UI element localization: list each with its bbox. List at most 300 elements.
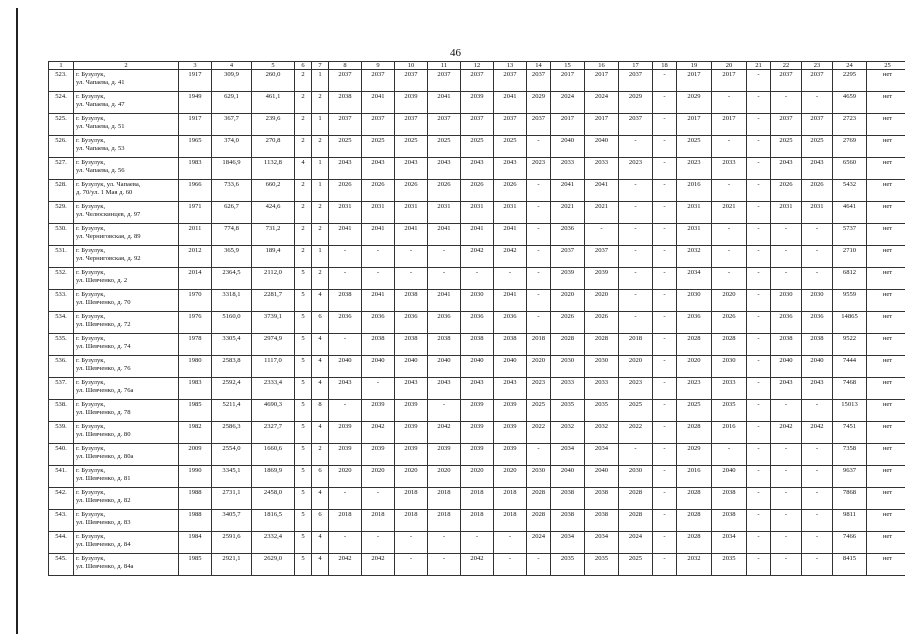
table-cell: - (494, 268, 527, 290)
table-cell: 2038 (712, 510, 747, 532)
table-cell: - (461, 268, 494, 290)
table-cell: 5 (295, 444, 312, 466)
table-cell: 2023 (677, 158, 712, 180)
table-cell: 2 (295, 224, 312, 246)
table-cell: 2041 (362, 92, 395, 114)
table-cell: 2018 (619, 334, 653, 356)
table-cell: 5 (295, 378, 312, 400)
table-cell: - (747, 532, 771, 554)
column-number-10: 10 (395, 62, 428, 70)
table-cell: 2020 (712, 290, 747, 312)
row-number-cell: 529. (49, 202, 74, 224)
address-cell: г. Бузулук, ул. Чапаева, д. 41 (74, 70, 179, 92)
table-cell: 2327,7 (252, 422, 295, 444)
table-cell: 2036 (802, 312, 833, 334)
table-cell: 2 (312, 92, 329, 114)
table-cell: 1132,8 (252, 158, 295, 180)
table-cell: 2036 (428, 312, 461, 334)
table-cell: 1816,5 (252, 510, 295, 532)
table-cell: 2 (295, 202, 312, 224)
table-cell: 2039 (551, 268, 585, 290)
table-cell: - (747, 488, 771, 510)
table-cell: 2017 (677, 70, 712, 92)
address-cell: г. Бузулук, ул. Чапаева, д. 56 (74, 158, 179, 180)
table-cell: 2025 (461, 136, 494, 158)
table-cell: 2025 (362, 136, 395, 158)
housing-repair-schedule-table (48, 61, 905, 576)
table-cell: 2039 (395, 422, 428, 444)
table-cell: 2039 (428, 444, 461, 466)
table-cell: - (428, 532, 461, 554)
table-row (49, 312, 905, 334)
table-cell: - (712, 246, 747, 268)
row-number-cell: 542. (49, 488, 74, 510)
table-cell: 2030 (527, 466, 551, 488)
table-cell: - (653, 444, 677, 466)
table-cell: 2033 (551, 378, 585, 400)
table-cell: 2017 (585, 70, 619, 92)
table-cell: 2043 (428, 378, 461, 400)
table-cell: - (802, 268, 833, 290)
table-cell: 2029 (527, 92, 551, 114)
table-cell: - (747, 136, 771, 158)
table-cell: 1660,6 (252, 444, 295, 466)
address-cell: г. Бузулук, ул. Шевченко, д. 76 (74, 356, 179, 378)
table-cell: 2032 (585, 422, 619, 444)
binding-edge-line (16, 8, 18, 634)
table-cell: 2025 (619, 554, 653, 576)
table-cell: 2 (295, 92, 312, 114)
table-cell: 2629,0 (252, 554, 295, 576)
table-cell: 2034 (551, 444, 585, 466)
row-number-cell: 527. (49, 158, 74, 180)
table-cell: нет (867, 554, 905, 576)
table-cell: 2039 (362, 400, 395, 422)
table-cell: - (747, 334, 771, 356)
table-cell: нет (867, 378, 905, 400)
address-cell: г. Бузулук, ул. Чапаева, д. 70/ул. 1 Мая д. 60 (74, 180, 179, 202)
table-cell: 2018 (494, 488, 527, 510)
table-cell: 4659 (833, 92, 867, 114)
column-number-24: 24 (833, 62, 867, 70)
table-cell: - (527, 246, 551, 268)
table-row (49, 70, 905, 92)
column-number-4: 4 (212, 62, 252, 70)
column-number-1: 1 (49, 62, 74, 70)
table-cell: 7466 (833, 532, 867, 554)
table-cell: 2040 (585, 136, 619, 158)
table-cell: 2037 (771, 70, 802, 92)
table-cell: - (802, 466, 833, 488)
table-cell: 2040 (362, 356, 395, 378)
table-cell: 2038 (329, 92, 362, 114)
table-cell: 4641 (833, 202, 867, 224)
row-number-cell: 523. (49, 70, 74, 92)
table-cell: 3739,1 (252, 312, 295, 334)
table-cell: 2020 (585, 290, 619, 312)
table-cell: 2030 (677, 290, 712, 312)
address-cell: г. Бузулук, ул. Шевченко, д. 83 (74, 510, 179, 532)
table-cell: - (329, 400, 362, 422)
table-cell: нет (867, 92, 905, 114)
table-cell: 2017 (712, 114, 747, 136)
table-cell: 2025 (395, 136, 428, 158)
address-cell: г. Бузулук, ул. Шевченко, д. 80 (74, 422, 179, 444)
table-row (49, 488, 905, 510)
table-cell: 9811 (833, 510, 867, 532)
table-cell: 2025 (329, 136, 362, 158)
table-cell: 2028 (527, 510, 551, 532)
table-row (49, 422, 905, 444)
table-cell: - (747, 312, 771, 334)
table-cell: - (527, 444, 551, 466)
address-cell: г. Бузулук, ул. Челюскинцев, д. 97 (74, 202, 179, 224)
table-cell: 1 (312, 246, 329, 268)
table-cell: 2043 (494, 158, 527, 180)
table-cell: 2018 (329, 510, 362, 532)
table-cell: 1949 (179, 92, 212, 114)
table-cell: 2042 (461, 554, 494, 576)
table-cell: - (619, 290, 653, 312)
address-cell: г. Бузулук, ул. Шевченко, д. 70 (74, 290, 179, 312)
row-number-cell: 544. (49, 532, 74, 554)
table-row (49, 378, 905, 400)
table-cell: 2 (312, 444, 329, 466)
table-cell: 2031 (461, 202, 494, 224)
row-number-cell: 524. (49, 92, 74, 114)
column-number-22: 22 (771, 62, 802, 70)
table-cell: - (653, 356, 677, 378)
table-cell: 2043 (461, 158, 494, 180)
table-cell: 2020 (527, 356, 551, 378)
table-cell: 2112,0 (252, 268, 295, 290)
table-cell: 6560 (833, 158, 867, 180)
table-cell: - (527, 202, 551, 224)
table-cell: - (653, 510, 677, 532)
address-cell: г. Бузулук, ул. Шевченко, д. 76а (74, 378, 179, 400)
table-cell: 1983 (179, 378, 212, 400)
table-cell: 2043 (428, 158, 461, 180)
table-cell: 2018 (428, 510, 461, 532)
table-cell: - (527, 136, 551, 158)
table-cell: - (747, 400, 771, 422)
table-cell: 2038 (329, 290, 362, 312)
table-row (49, 466, 905, 488)
table-cell: - (527, 224, 551, 246)
table-cell: 2042 (329, 554, 362, 576)
table-cell: 2038 (395, 290, 428, 312)
table-cell: - (747, 356, 771, 378)
table-cell: 2026 (329, 180, 362, 202)
table-cell: 2037 (551, 246, 585, 268)
table-cell: - (653, 532, 677, 554)
table-cell: 2026 (395, 180, 428, 202)
table-cell: - (802, 246, 833, 268)
table-cell: 7868 (833, 488, 867, 510)
table-cell: 2032 (551, 422, 585, 444)
table-cell: 5160,0 (212, 312, 252, 334)
column-number-9: 9 (362, 62, 395, 70)
table-cell: 2026 (362, 180, 395, 202)
table-cell: 2031 (677, 202, 712, 224)
table-cell: - (771, 268, 802, 290)
address-cell: г. Бузулук, ул. Шевченко, д. 2 (74, 268, 179, 290)
table-cell: 2042 (362, 422, 395, 444)
table-cell: - (428, 400, 461, 422)
table-cell: - (585, 224, 619, 246)
table-cell: - (653, 334, 677, 356)
table-cell: 2028 (712, 334, 747, 356)
table-cell: 2037 (461, 70, 494, 92)
table-cell: 270,8 (252, 136, 295, 158)
table-cell: 4 (312, 356, 329, 378)
table-cell: 2039 (329, 444, 362, 466)
table-cell: 2033 (551, 158, 585, 180)
table-cell: 1 (312, 114, 329, 136)
table-cell: - (653, 488, 677, 510)
table-cell: 9522 (833, 334, 867, 356)
table-cell: - (712, 180, 747, 202)
table-cell: 2 (312, 268, 329, 290)
row-number-cell: 535. (49, 334, 74, 356)
table-cell: 2024 (551, 92, 585, 114)
table-cell: - (527, 554, 551, 576)
table-cell: 1 (312, 70, 329, 92)
column-number-18: 18 (653, 62, 677, 70)
table-cell: 2016 (712, 422, 747, 444)
table-cell: 2710 (833, 246, 867, 268)
table-cell: 2025 (771, 136, 802, 158)
table-cell: 2586,3 (212, 422, 252, 444)
table-row (49, 334, 905, 356)
table-cell: - (329, 532, 362, 554)
table-cell: - (653, 422, 677, 444)
table-cell: 374,0 (212, 136, 252, 158)
table-cell: 461,1 (252, 92, 295, 114)
table-cell: 2458,0 (252, 488, 295, 510)
table-cell: 2038 (494, 334, 527, 356)
address-cell: г. Бузулук, ул. Шевченко, д. 80а (74, 444, 179, 466)
table-cell: 5737 (833, 224, 867, 246)
column-number-5: 5 (252, 62, 295, 70)
table-cell: 2025 (494, 136, 527, 158)
table-cell: 2025 (428, 136, 461, 158)
table-cell: 2020 (461, 466, 494, 488)
table-cell: 2030 (551, 356, 585, 378)
table-row (49, 136, 905, 158)
table-cell: 2021 (551, 202, 585, 224)
table-cell: 2018 (461, 510, 494, 532)
table-cell: - (494, 554, 527, 576)
address-cell: г. Бузулук, ул. Черниговская, д. 92 (74, 246, 179, 268)
table-cell: 2038 (551, 488, 585, 510)
table-cell: нет (867, 268, 905, 290)
table-cell: 2333,4 (252, 378, 295, 400)
table-cell: 2043 (329, 158, 362, 180)
table-cell: 2295 (833, 70, 867, 92)
table-cell: 2583,8 (212, 356, 252, 378)
table-cell: 2036 (395, 312, 428, 334)
table-cell: 2023 (527, 378, 551, 400)
table-cell: нет (867, 466, 905, 488)
table-row (49, 224, 905, 246)
table-cell: 2030 (771, 290, 802, 312)
table-cell: 2039 (329, 422, 362, 444)
table-cell: 2 (295, 180, 312, 202)
table-cell: - (771, 554, 802, 576)
table-cell: 2037 (428, 70, 461, 92)
table-cell: 2031 (329, 202, 362, 224)
table-cell: 2 (312, 224, 329, 246)
table-cell: 2040 (771, 356, 802, 378)
table-cell: 2018 (494, 510, 527, 532)
table-cell: 2554,0 (212, 444, 252, 466)
table-cell: 2030 (802, 290, 833, 312)
table-cell: 626,7 (212, 202, 252, 224)
table-cell: 2022 (619, 422, 653, 444)
table-cell: 2035 (585, 554, 619, 576)
table-row (49, 158, 905, 180)
table-cell: 3318,1 (212, 290, 252, 312)
table-cell: - (362, 246, 395, 268)
row-number-cell: 545. (49, 554, 74, 576)
table-cell: нет (867, 290, 905, 312)
table-cell: 2030 (712, 356, 747, 378)
table-cell: 2038 (771, 334, 802, 356)
column-number-17: 17 (619, 62, 653, 70)
table-cell: 2591,6 (212, 532, 252, 554)
table-cell: 8415 (833, 554, 867, 576)
table-cell: 1117,0 (252, 356, 295, 378)
table-cell: 2038 (428, 334, 461, 356)
table-cell: 9637 (833, 466, 867, 488)
table-cell: - (395, 554, 428, 576)
table-cell: 2043 (395, 378, 428, 400)
table-cell: - (653, 400, 677, 422)
table-cell: 2040 (551, 136, 585, 158)
table-cell: 4 (312, 488, 329, 510)
table-cell: 5 (295, 400, 312, 422)
row-number-cell: 528. (49, 180, 74, 202)
table-cell: - (653, 158, 677, 180)
table-cell: 1846,9 (212, 158, 252, 180)
column-number-6: 6 (295, 62, 312, 70)
table-cell: 2020 (551, 290, 585, 312)
table-cell: нет (867, 180, 905, 202)
table-cell: - (619, 246, 653, 268)
table-cell: 4 (295, 158, 312, 180)
table-cell: 2012 (179, 246, 212, 268)
column-number-23: 23 (802, 62, 833, 70)
table-cell: 2 (295, 114, 312, 136)
table-cell: - (747, 268, 771, 290)
table-cell: - (329, 488, 362, 510)
table-cell: 2036 (461, 312, 494, 334)
row-number-cell: 536. (49, 356, 74, 378)
table-cell: 2039 (494, 400, 527, 422)
table-cell: - (395, 532, 428, 554)
table-cell: 2033 (585, 158, 619, 180)
table-cell: 15013 (833, 400, 867, 422)
table-cell: 733,6 (212, 180, 252, 202)
table-cell: 2028 (677, 510, 712, 532)
table-cell: 3405,7 (212, 510, 252, 532)
table-cell: 5432 (833, 180, 867, 202)
table-cell: 2020 (677, 356, 712, 378)
table-cell: 2281,7 (252, 290, 295, 312)
table-cell: 2030 (585, 356, 619, 378)
table-cell: 2034 (585, 532, 619, 554)
table-cell: нет (867, 246, 905, 268)
table-cell: 2040 (395, 356, 428, 378)
column-number-14: 14 (527, 62, 551, 70)
table-cell: - (771, 246, 802, 268)
table-cell: - (362, 268, 395, 290)
table-cell: 2036 (329, 312, 362, 334)
table-cell: - (712, 444, 747, 466)
table-cell: 1966 (179, 180, 212, 202)
table-cell: 1983 (179, 158, 212, 180)
table-cell: 9559 (833, 290, 867, 312)
table-cell: - (653, 70, 677, 92)
table-cell: 1965 (179, 136, 212, 158)
table-cell: 2036 (551, 224, 585, 246)
table-cell: 2037 (395, 70, 428, 92)
table-cell: 2038 (395, 334, 428, 356)
table-cell: 2039 (585, 268, 619, 290)
table-cell: 2036 (677, 312, 712, 334)
table-cell: 2023 (619, 158, 653, 180)
table-cell: 2024 (527, 532, 551, 554)
table-cell: 2017 (712, 70, 747, 92)
table-cell: - (747, 114, 771, 136)
table-cell: - (802, 554, 833, 576)
table-cell: 2035 (585, 400, 619, 422)
table-cell: - (362, 532, 395, 554)
table-cell: 2364,5 (212, 268, 252, 290)
table-cell: нет (867, 334, 905, 356)
table-cell: 2592,4 (212, 378, 252, 400)
row-number-cell: 531. (49, 246, 74, 268)
table-cell: 2037 (585, 246, 619, 268)
table-cell: 2039 (461, 422, 494, 444)
table-cell: 2020 (494, 466, 527, 488)
table-cell: 2039 (395, 444, 428, 466)
table-cell: 2042 (428, 422, 461, 444)
table-cell: 2039 (362, 444, 395, 466)
table-row (49, 400, 905, 422)
table-cell: 1985 (179, 554, 212, 576)
table-cell: 2041 (395, 224, 428, 246)
address-cell: г. Бузулук, ул. Шевченко, д. 78 (74, 400, 179, 422)
table-cell: 2041 (494, 224, 527, 246)
table-cell: 2025 (677, 400, 712, 422)
table-cell: 2037 (329, 114, 362, 136)
table-cell: - (395, 268, 428, 290)
table-row (49, 290, 905, 312)
table-cell: 2018 (362, 510, 395, 532)
table-cell: 2028 (677, 532, 712, 554)
table-cell: 2043 (771, 378, 802, 400)
table-cell: - (653, 202, 677, 224)
table-cell: - (653, 136, 677, 158)
column-number-7: 7 (312, 62, 329, 70)
table-cell: 1984 (179, 532, 212, 554)
table-cell: 2031 (494, 202, 527, 224)
table-cell: 5 (295, 290, 312, 312)
table-cell: 5211,4 (212, 400, 252, 422)
table-cell: - (747, 158, 771, 180)
